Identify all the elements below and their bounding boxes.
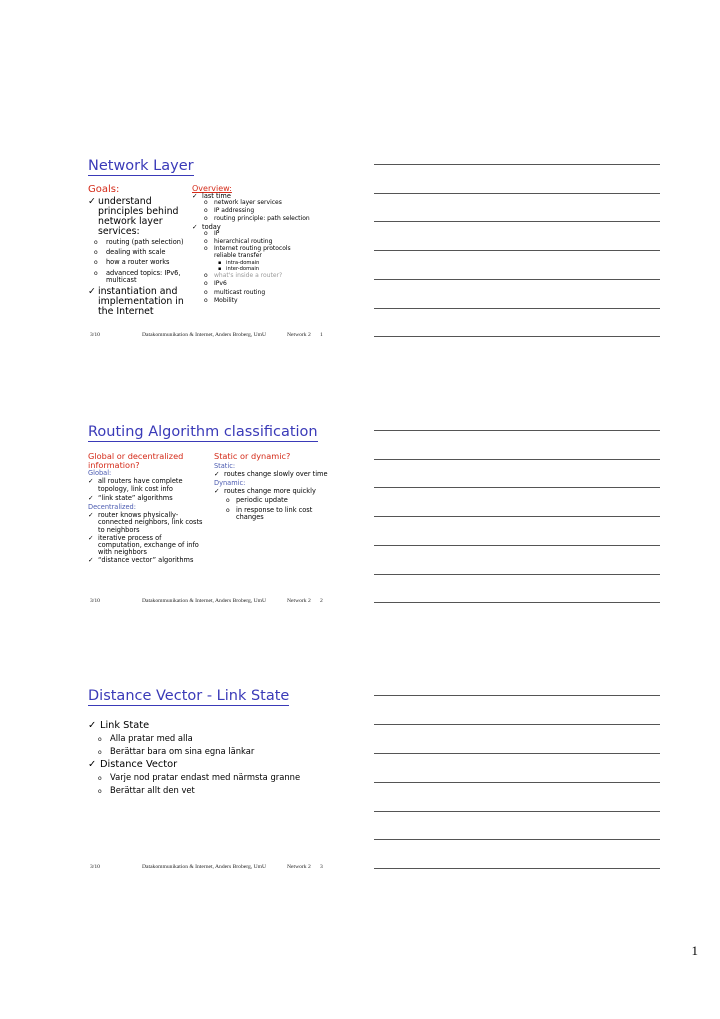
note-line [374,487,660,488]
overview-subitem: o network layer services [192,200,312,207]
goal-subitem: o advanced topics: IPv6, multicast [88,270,198,284]
slide-3-title: Distance Vector - Link State [88,688,290,704]
slide-2-left-column [88,452,204,565]
overview-subitem: o Internet routing protocols reliable transfer [192,246,312,260]
dynamic-subitem: o periodic update [214,497,334,504]
slide-3-footer-course: Datakommunikation & Internet, Anders Broberg, UmU [142,864,267,870]
slide-1-overview [192,184,312,305]
static-item: ✓ routes change slowly over time [214,471,334,478]
slide-1-footer-course: Datakommunikation & Internet, Anders Broberg, UmU [142,332,267,338]
dynamic-subitem: o in response to link cost changes [214,507,334,521]
bullet-icon [94,249,98,256]
bullet-icon [204,216,208,223]
check-icon [192,224,198,231]
slide-3-footer-number: 3 [320,864,323,870]
static-dynamic-heading: Static or dynamic? [214,451,291,461]
goal-subitem: o dealing with scale [88,249,198,256]
check-icon [88,535,94,542]
bullet-icon [98,786,102,796]
bullet-icon [98,734,102,744]
goal-subitem: o how a router works [88,259,198,266]
note-line [374,250,660,251]
slide-1-goals [88,184,198,317]
overview-subitem: o multicast routing [192,290,312,297]
dynamic-item: ✓ routes change more quickly [214,488,334,495]
note-line [374,695,660,696]
bullet-icon [204,200,208,207]
overview-item: ✓ last time [192,193,312,200]
note-line [374,602,660,603]
note-line [374,724,660,725]
bullet-icon [94,270,98,277]
slide-1-footer-section: Network 2 [287,332,311,338]
distance-vector-item: ✓ Distance Vector [88,759,328,770]
goal-subitem: o routing (path selection) [88,239,198,246]
bullet-icon [204,231,208,238]
link-state-subitem: o Alla pratar med alla [88,734,328,743]
link-state-subitem: o Berättar bara om sina egna länkar [88,747,328,756]
check-icon [88,287,96,297]
bullet-icon [98,747,102,757]
note-line [374,868,660,869]
note-line [374,811,660,812]
check-icon [88,720,96,731]
overview-subsubitem: ▪ inter-domain [192,266,312,272]
overview-subitem: o IP [192,231,312,238]
slide-2-right-column [214,452,334,521]
note-line [374,221,660,222]
goal-item: ✓ instantiation and implementation in the Internet [88,287,198,317]
note-line [374,753,660,754]
slide-3-footer-section: Network 2 [287,864,311,870]
bullet-icon [98,773,102,783]
decentralized-item: ✓ “distance vector” algorithms [88,557,204,564]
note-line [374,459,660,460]
slide-3-body [88,720,328,795]
bullet-icon [204,246,208,253]
note-line [374,574,660,575]
overview-subitem: o IP addressing [192,208,312,215]
decentralized-label: Decentralized: [88,503,136,511]
bullet-icon [226,507,230,514]
overview-subitem: o hierarchical routing [192,239,312,246]
slide-1-title: Network Layer [88,158,194,174]
check-icon [88,512,94,519]
note-line [374,430,660,431]
overview-subitem: o Mobility [192,298,312,305]
decentralized-item: ✓ router knows physically-connected neighbors, link costs to neighbors [88,512,204,534]
decentralized-item: ✓ iterative process of computation, exchange of info with neighbors [88,535,204,557]
note-line [374,545,660,546]
bullet-icon [204,239,208,246]
slide-1-footer-date: 3/10 [90,332,100,338]
bullet-icon [204,208,208,215]
dynamic-label: Dynamic: [214,479,246,487]
overview-subsubitem: ▪ intra-domain [192,260,312,266]
global-item: ✓ all routers have complete topology, link cost info [88,478,204,492]
note-line [374,308,660,309]
overview-subitem: o what's inside a router? [192,273,312,280]
distance-vector-subitem: o Varje nod pratar endast med närmsta granne [88,773,328,782]
slide-2-title: Routing Algorithm classification [88,424,318,440]
goal-item: ✓ understand principles behind network layer services: [88,197,198,237]
check-icon [88,495,94,502]
slide-2-footer-section: Network 2 [287,598,311,604]
note-line [374,782,660,783]
check-icon [88,478,94,485]
bullet-icon [204,281,208,288]
slide-2-footer-course: Datakommunikation & Internet, Anders Broberg, UmU [142,598,267,604]
bullet-icon [94,239,98,246]
slide-2-footer-number: 2 [320,598,323,604]
bullet-icon [204,298,208,305]
global-item: ✓ “link state” algorithms [88,495,204,502]
overview-subitem: o IPv6 [192,281,312,288]
slide-1-footer-number: 1 [320,332,323,338]
check-icon [88,557,94,564]
overview-item: ✓ today [192,224,312,231]
bullet-icon [204,290,208,297]
note-line [374,839,660,840]
check-icon [88,759,96,770]
goals-heading: Goals: [88,184,120,195]
link-state-item: ✓ Link State [88,720,328,731]
check-icon [214,471,220,478]
slide-3-footer-date: 3/10 [90,864,100,870]
slide-2-footer-date: 3/10 [90,598,100,604]
bullet-icon [94,259,98,266]
note-line [374,279,660,280]
note-line [374,516,660,517]
note-line [374,193,660,194]
note-line [374,336,660,337]
page-number: 1 [691,943,698,958]
overview-subitem: o routing principle: path selection [192,216,312,223]
global-decentralized-heading: Global or decentralized information? [88,451,184,470]
check-icon [214,488,220,495]
global-label: Global: [88,469,112,478]
check-icon [192,193,198,200]
overview-heading: Overview: [192,184,232,193]
bullet-icon [226,497,230,504]
distance-vector-subitem: o Berättar allt den vet [88,786,328,795]
check-icon [88,197,96,207]
static-label: Static: [214,461,236,470]
note-line [374,164,660,165]
bullet-icon [204,273,208,280]
